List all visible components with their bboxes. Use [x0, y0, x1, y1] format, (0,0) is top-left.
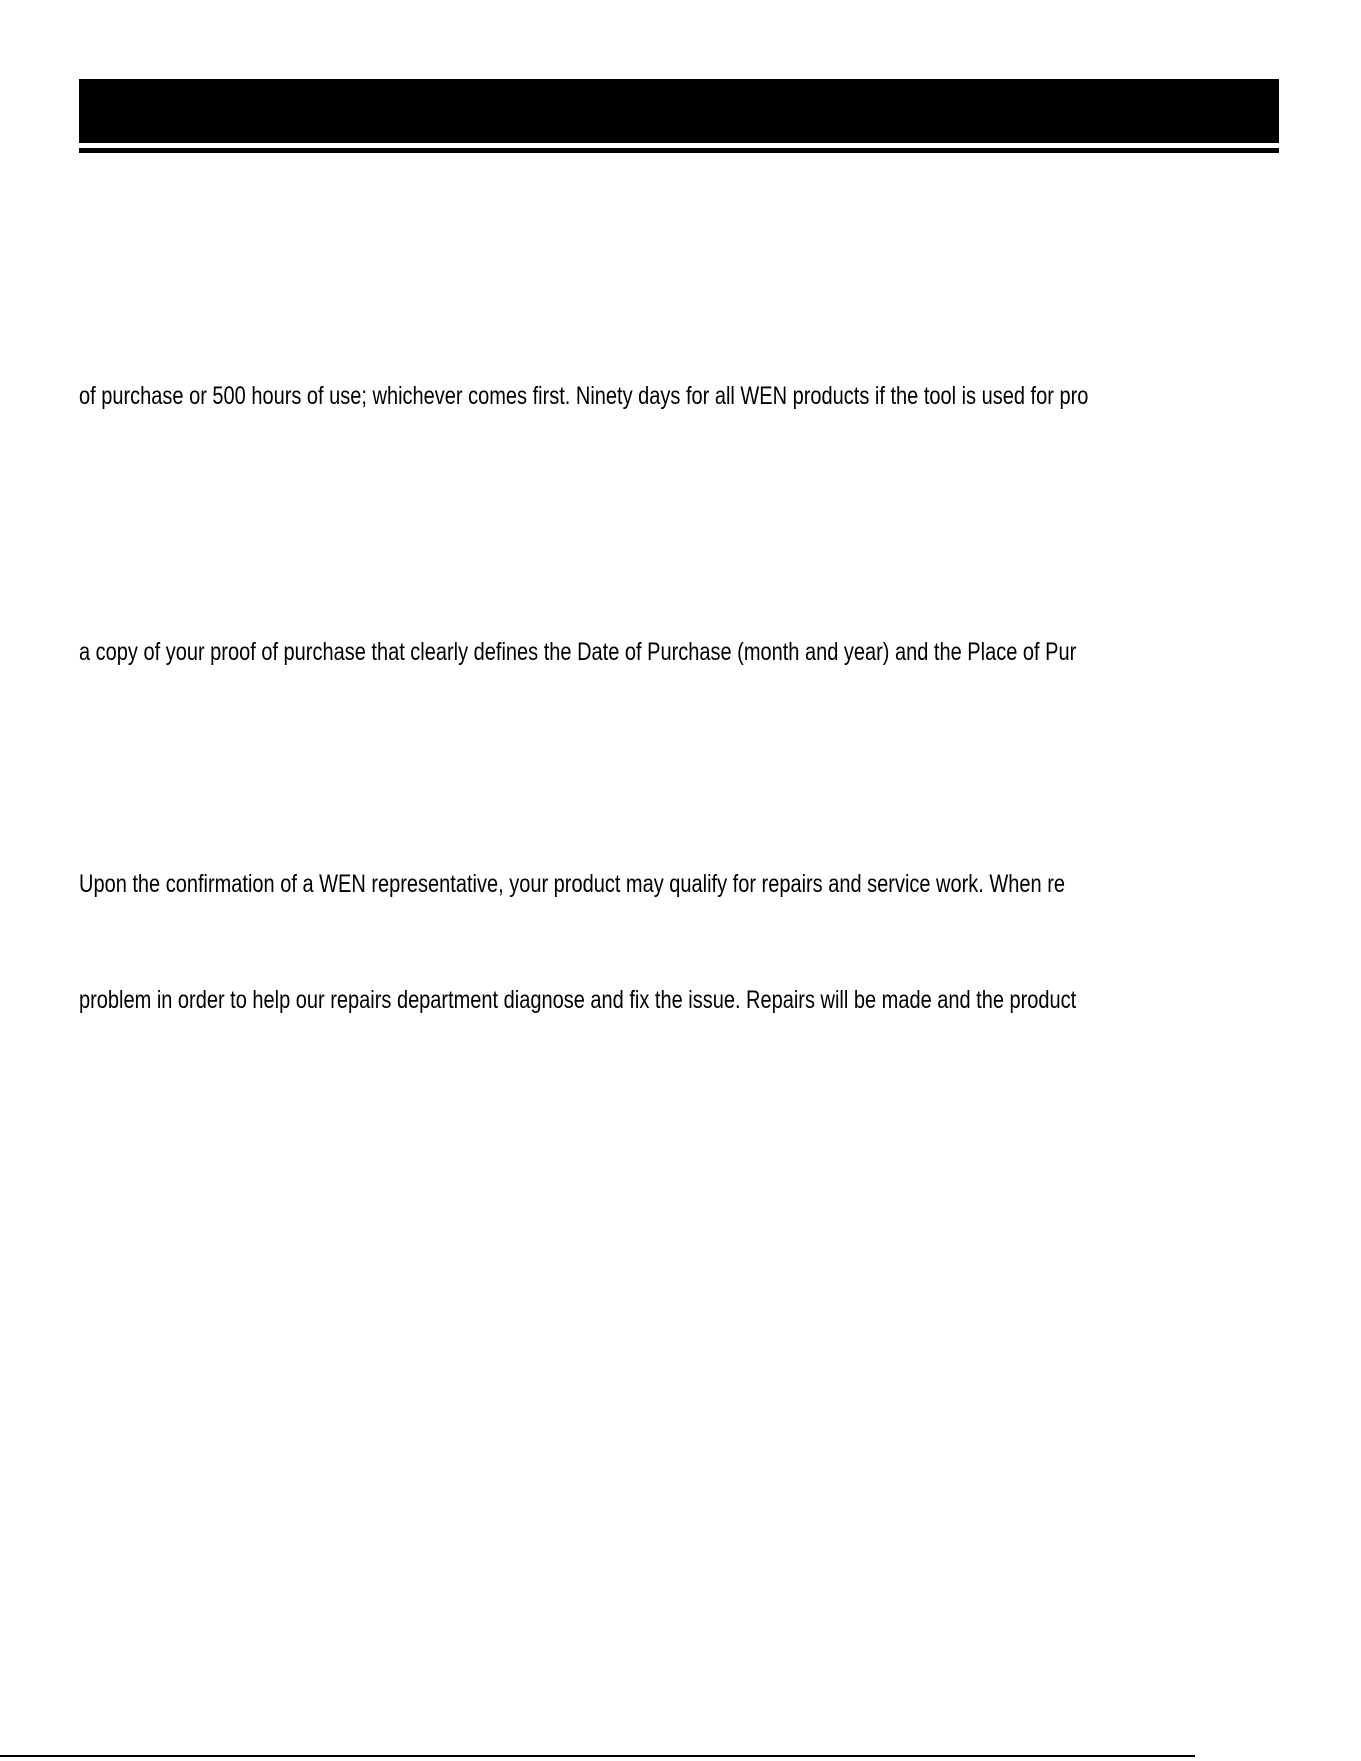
warranty-text-line-3: Upon the confirmation of a WEN representative, your product may qualify for repairs and service work. When re — [79, 870, 1065, 898]
header-bar — [79, 79, 1279, 143]
warranty-text-line-1: of purchase or 500 hours of use; whichever comes first. Ninety days for all WEN products if the tool is used for pro — [79, 382, 1089, 410]
footer-rule — [0, 1755, 1195, 1757]
warranty-text-line-4: problem in order to help our repairs department diagnose and fix the issue. Repairs will be made and the product — [79, 986, 1077, 1014]
header-rule — [79, 148, 1279, 153]
warranty-text-line-2: a copy of your proof of purchase that clearly defines the Date of Purchase (month and year) and the Place of Pur — [79, 638, 1077, 666]
